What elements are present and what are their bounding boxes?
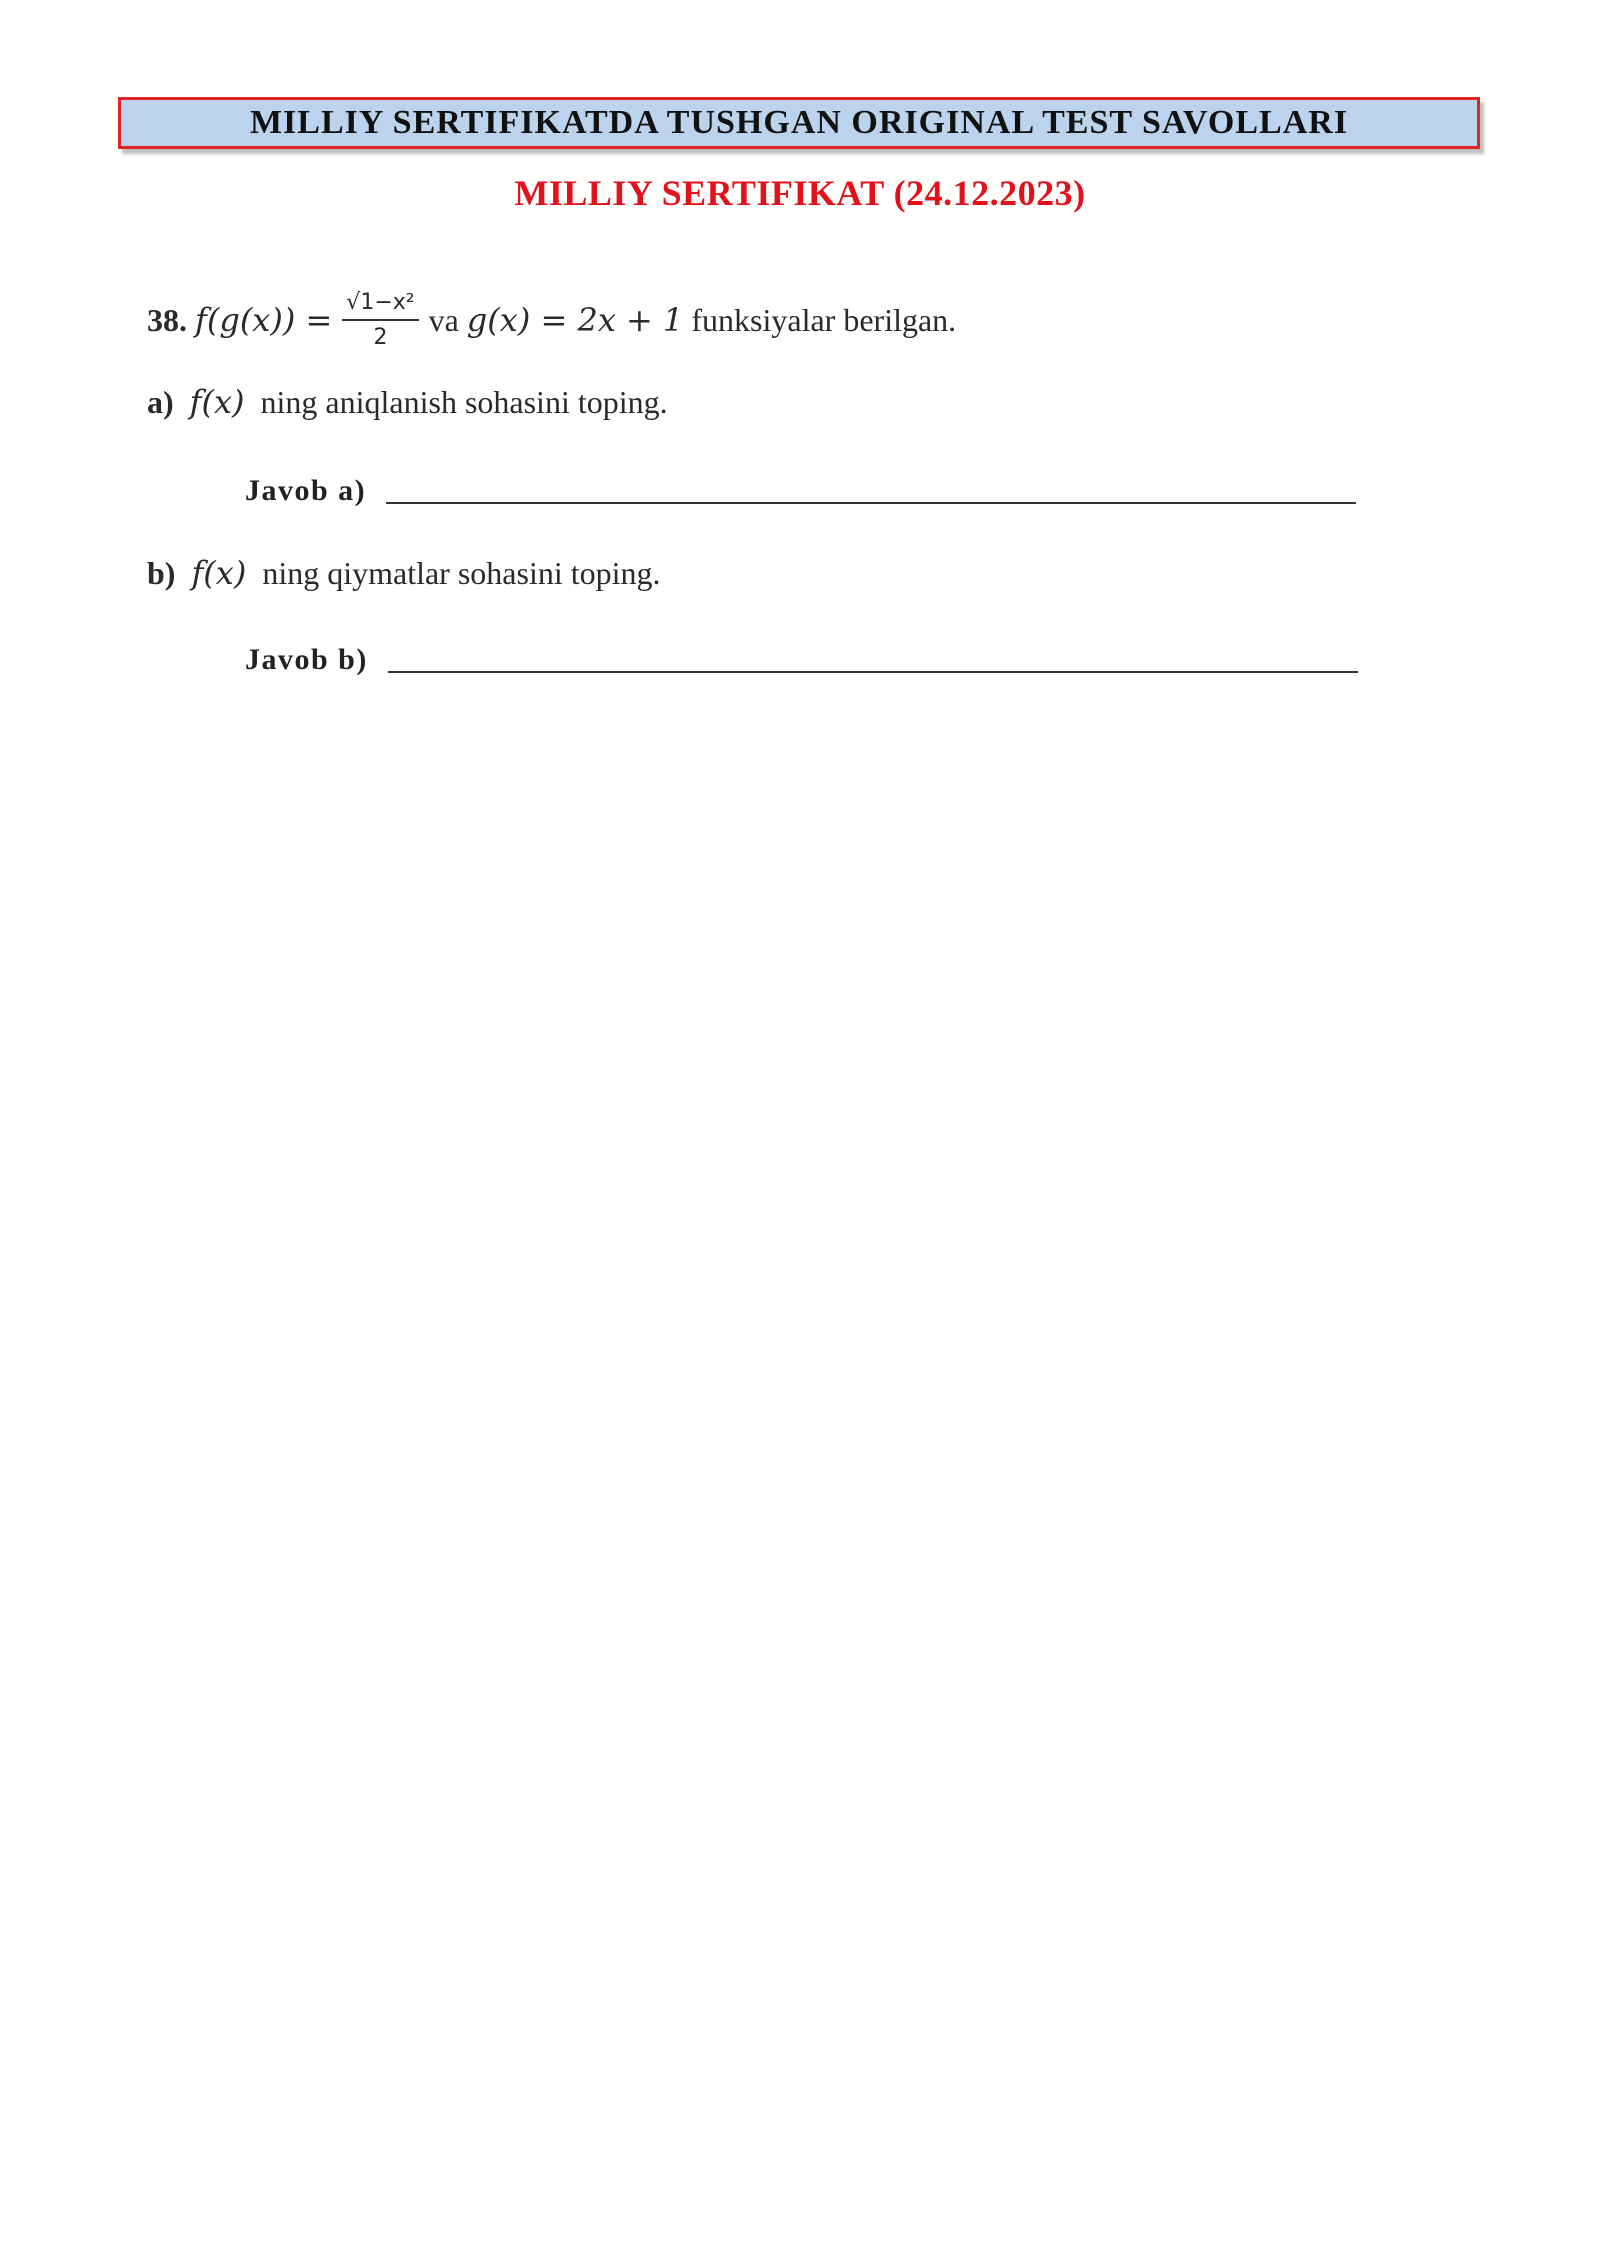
question-38 — [147, 280, 956, 360]
part-a-label: a) — [147, 384, 174, 420]
part-b-text: ning qiymatlar sohasini toping. — [262, 555, 661, 591]
answer-b-line[interactable] — [388, 671, 1358, 673]
page-title: MILLIY SERTIFIKATDA TUSHGAN ORIGINAL TEST SAVOLLARI — [249, 104, 1349, 141]
answer-a-label: Javob a) — [245, 474, 367, 507]
part-a-func: f(x) — [189, 383, 245, 421]
answer-a — [245, 474, 1356, 508]
answer-b — [245, 643, 1358, 677]
question-connector: va — [428, 301, 459, 338]
part-b-label: b) — [147, 555, 176, 591]
part-a — [147, 383, 668, 421]
question-suffix: funksiyalar berilgan. — [691, 301, 957, 338]
fraction — [342, 290, 418, 350]
page-subtitle: MILLIY SERTIFIKAT (24.12.2023) — [514, 173, 1086, 213]
part-b — [147, 554, 661, 592]
question-number: 38. — [147, 301, 187, 338]
part-a-text: ning aniqlanish sohasini toping. — [260, 384, 668, 420]
fraction-denominator: 2 — [373, 325, 388, 350]
question-lhs: f(g(x)) = — [195, 301, 333, 339]
answer-b-label: Javob b) — [245, 643, 368, 676]
question-rhs: g(x) = 2x + 1 — [466, 301, 684, 339]
part-b-func: f(x) — [191, 554, 247, 592]
header-banner — [118, 97, 1480, 149]
answer-a-line[interactable] — [386, 502, 1356, 504]
fraction-numerator: √1−x² — [342, 290, 418, 321]
